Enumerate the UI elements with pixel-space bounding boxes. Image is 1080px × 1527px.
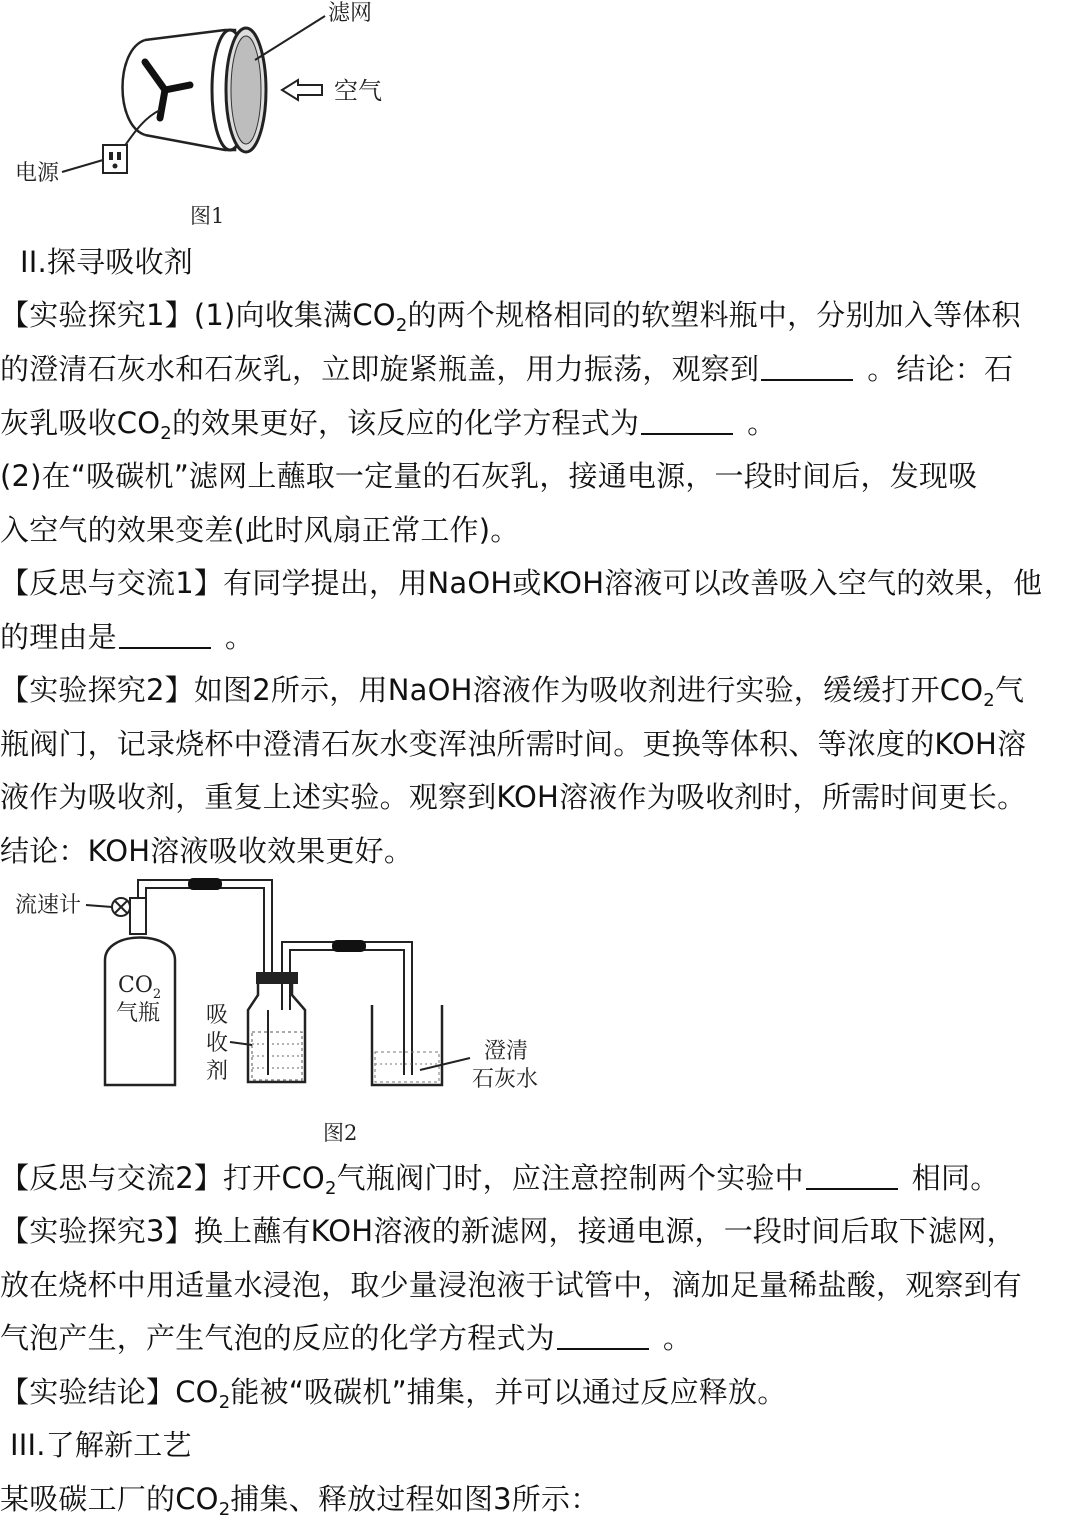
exp1-2-line-1: (2)在“吸碳机”滤网上蘸取一定量的石灰乳，接通电源，一段时间后，发现吸 [0,459,978,493]
reflection1-line-2: 的理由是 。 [0,620,255,654]
reflection1-line-1: 【反思与交流1】有同学提出，用NaOH或KOH溶液可以改善吸入空气的效果，他 [0,566,1043,600]
exp2-line-4: 结论：KOH溶液吸收效果更好。 [0,834,414,868]
carbon-capture-machine-diagram [0,0,420,232]
absorbent-label-2: 收 [206,1031,229,1056]
exp2-line-1: 【实验探究2】如图2所示，用NaOH溶液作为吸收剂进行实验，缓缓打开$CO_2$气 [0,673,1025,711]
section-3-title: III.了解新工艺 [10,1428,192,1462]
answer-blank-2[interactable] [641,407,733,435]
cylinder-bottle-label: 气瓶 [116,1001,161,1026]
air-label: 空气 [334,77,382,105]
answer-blank-5[interactable] [557,1322,649,1350]
power-label: 电源 [15,161,60,186]
exp1-line-1: 【实验探究1】(1)向收集满$CO_2$的两个规格相同的软塑料瓶中，分别加入等体积 [0,298,1021,336]
exp2-line-2: 瓶阀门，记录烧杯中澄清石灰水变浑浊所需时间。更换等体积、等浓度的KOH溶 [0,727,1027,761]
reflection2-line: 【反思与交流2】打开$CO_2$气瓶阀门时，应注意控制两个实验中 相同。 [0,1161,1000,1199]
cylinder-co2-label: $CO_2$ [118,973,162,1002]
answer-blank-3[interactable] [119,621,211,649]
figure-2 [0,870,600,1150]
section-3-intro: 某吸碳工厂的$CO_2$捕集、释放过程如图3所示： [0,1482,600,1520]
conclusion-line: 【实验结论】$CO_2$能被“吸碳机”捕集，并可以通过反应释放。 [0,1375,787,1413]
figure-1 [0,0,420,232]
absorption-apparatus-diagram [0,870,600,1150]
flowmeter-label: 流速计 [15,893,82,918]
filter-label: 滤网 [328,1,373,26]
figure-1-caption: 图1 [190,204,225,228]
absorbent-label-3: 剂 [206,1059,229,1084]
figure-2-caption: 图2 [323,1121,358,1145]
absorbent-label-1: 吸 [206,1003,229,1028]
exp1-line-3: 灰乳吸收$CO_2$的效果更好，该反应的化学方程式为 。 [0,406,777,444]
exp3-line-2: 放在烧杯中用适量水浸泡，取少量浸泡液于试管中，滴加足量稀盐酸，观察到有 [0,1268,1023,1302]
exp3-line-3: 气泡产生，产生气泡的反应的化学方程式为 。 [0,1321,693,1355]
exp1-2-line-2: 入空气的效果变差(此时风扇正常工作)。 [0,513,520,547]
section-2-title: II.探寻吸收剂 [20,245,193,279]
answer-blank-1[interactable] [761,353,853,381]
limewater-label-2: 石灰水 [472,1067,539,1092]
exp3-line-1: 【实验探究3】换上蘸有KOH溶液的新滤网，接通电源，一段时间后取下滤网， [0,1214,1016,1248]
answer-blank-4[interactable] [806,1162,898,1190]
exp1-line-2: 的澄清石灰水和石灰乳，立即旋紧瓶盖，用力振荡，观察到 。结论：石 [0,352,1014,386]
limewater-label-1: 澄清 [484,1039,529,1064]
exp2-line-3: 液作为吸收剂，重复上述实验。观察到KOH溶液作为吸收剂时，所需时间更长。 [0,780,1027,814]
